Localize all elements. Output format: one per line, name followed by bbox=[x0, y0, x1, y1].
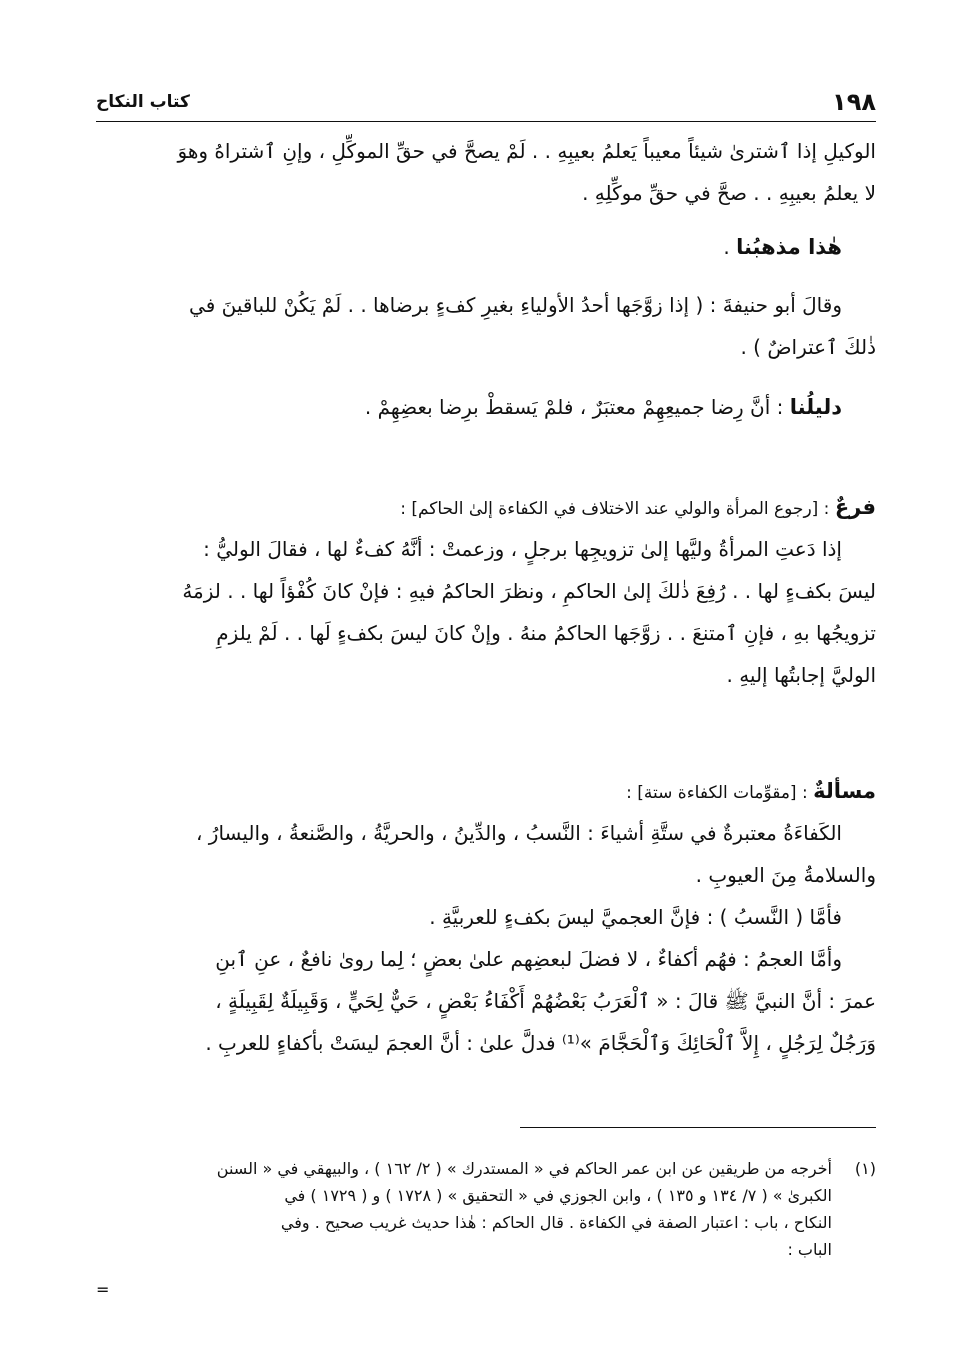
continuation-mark: = bbox=[96, 1280, 110, 1299]
book-title: كتاب النكاح bbox=[96, 92, 190, 112]
footnote-line: الباب : bbox=[787, 1240, 832, 1259]
text-line: ليسَ بكفءٍ لها . . رُفِعَ ذٰلكَ إلىٰ الحاكمِ ، ونظرَ الحاكمُ فيهِ : فإنْ كانَ كُفْؤاً لها . . لزمَهُ bbox=[182, 579, 876, 603]
text-line: عمرَ : أنَّ النبيَّ ﷺ قالَ : « ٱلْعَرَبُ بَعْضُهُمْ أَكْفَاءُ بَعْضٍ ، حَيٌّ لِحَيٍّ ، وَقَبِيلَةٌ لِقَبِيلَةٍ ، bbox=[215, 989, 876, 1013]
footnote-line bbox=[96, 1155, 876, 1182]
paragraph-wakil bbox=[96, 130, 876, 214]
running-head bbox=[96, 88, 876, 116]
text-line: الوليَّ إجابتُها إليهِ . bbox=[726, 663, 876, 687]
line-text: . bbox=[723, 235, 737, 259]
footnote-rule bbox=[520, 1127, 876, 1128]
section-heading bbox=[96, 486, 876, 528]
paragraph-abu-hanifa bbox=[96, 284, 876, 368]
section-label: مسألةٌ bbox=[813, 779, 876, 803]
footnote-number: (١) bbox=[854, 1159, 876, 1178]
text-line: إذا دَعتِ المرأةُ وليَّها إلىٰ تزويجِها برجلٍ ، وزعمتْ : أنَّهُ كفءٌ لها ، فقالَ الوليُّ : bbox=[203, 537, 842, 561]
text-line: الوكيلِ إذا ٱشترىٰ شيئاً معيباً يَعلمُ بعيبِهِ . . لَمْ يصحَّ في حقِّ الموكِّلِ ، وإنِ ٱشتراهُ وهوَ bbox=[177, 139, 876, 163]
text-line bbox=[96, 226, 876, 268]
page-number: ١٩٨ bbox=[832, 88, 876, 116]
footnotes bbox=[96, 1155, 876, 1263]
paragraph-madhhab bbox=[96, 226, 876, 268]
text-line bbox=[96, 386, 876, 428]
text-line: وقالَ أبو حنيفةَ : ( إذا زوَّجَها أحدُ الأولياءِ بغيرِ كفءٍ برضاها . . لَمْ يَكُنْ للباقينَ في bbox=[189, 293, 842, 317]
text-line: والسلامةُ مِنَ العيوبِ . bbox=[695, 863, 876, 887]
footnote-line: النكاح ، باب : اعتبار الصفة في الكفاءة . قال الحاكم : هٰذا حديث غريب صحيح . وفي bbox=[280, 1213, 832, 1232]
lead-word: دليلُنا bbox=[789, 395, 842, 419]
text-line: لا يعلمُ بعيبِهِ . . صحَّ في حقِّ موكِّلِهِ . bbox=[582, 181, 876, 205]
text-line: تزويجُها بهِ ، فإنِ ٱمتنعَ . . زوَّجَها الحاكمُ منهُ . وإنْ كانَ ليسَ بكفءٍ لَها . . لَمْ يلزمِ bbox=[216, 621, 876, 645]
section-masala bbox=[96, 770, 876, 1064]
text-line: الكَفاءَةُ معتبرةٌ في ستَّةِ أشياءَ : النَّسبُ ، والدِّينُ ، والحريَّةُ ، والصَّنعةُ ، واليسارُ ، bbox=[195, 821, 842, 845]
section-title: : [مقوِّمات الكفاءة ستة] : bbox=[626, 783, 814, 803]
header-rule bbox=[96, 121, 876, 122]
footnote-text: أخرجه من طريقين عن ابن عمر الحاكم في « المستدرك » ( ٢/ ١٦٢ ) ، والبيهقي في « السنن bbox=[216, 1159, 832, 1178]
section-title: : [رجوع المرأة والولي عند الاختلاف في الكفاءة إلىٰ الحاكم] : bbox=[400, 499, 835, 519]
text-line: وَرَجُلٌ لِرَجُلٍ ، إِلاَّ ٱلْحَائِكَ وَٱلْحَجَّامَ »⁽¹⁾ فدلَّ علىٰ : أنَّ العجمَ ليسَتْ بأكفاءٍ للعربِ . bbox=[205, 1031, 876, 1055]
text-line: فأمَّا ( النَّسبُ ) : فإنَّ العجميَّ ليسَ بكفءٍ للعربيَّةِ . bbox=[429, 905, 842, 929]
section-heading bbox=[96, 770, 876, 812]
paragraph-dalil bbox=[96, 386, 876, 428]
line-text: : أنَّ رِضا جميعِهِمْ معتبَرٌ ، فلمْ يَسقطْ برِضا بعضِهِمْ . bbox=[364, 395, 790, 419]
text-line: وأمَّا العجمُ : فهُم أكفاءٌ ، لا فضلَ لبعضِهم علىٰ بعضٍ ؛ لِما روىٰ نافعٌ ، عنِ ٱبنِ bbox=[215, 947, 842, 971]
section-far bbox=[96, 486, 876, 696]
text-line: ذٰلكَ ٱعتراضٌ ) . bbox=[740, 335, 876, 359]
section-label: فرعٌ bbox=[834, 495, 876, 519]
footnote-line: الكبرىٰ » ( ٧/ ١٣٤ و ١٣٥ ) ، وابن الجوزي في « التحقيق » ( ١٧٢٨ ) و ( ١٧٢٩ ) في bbox=[284, 1186, 832, 1205]
lead-word: هٰذا مذهبُنا bbox=[736, 235, 842, 259]
